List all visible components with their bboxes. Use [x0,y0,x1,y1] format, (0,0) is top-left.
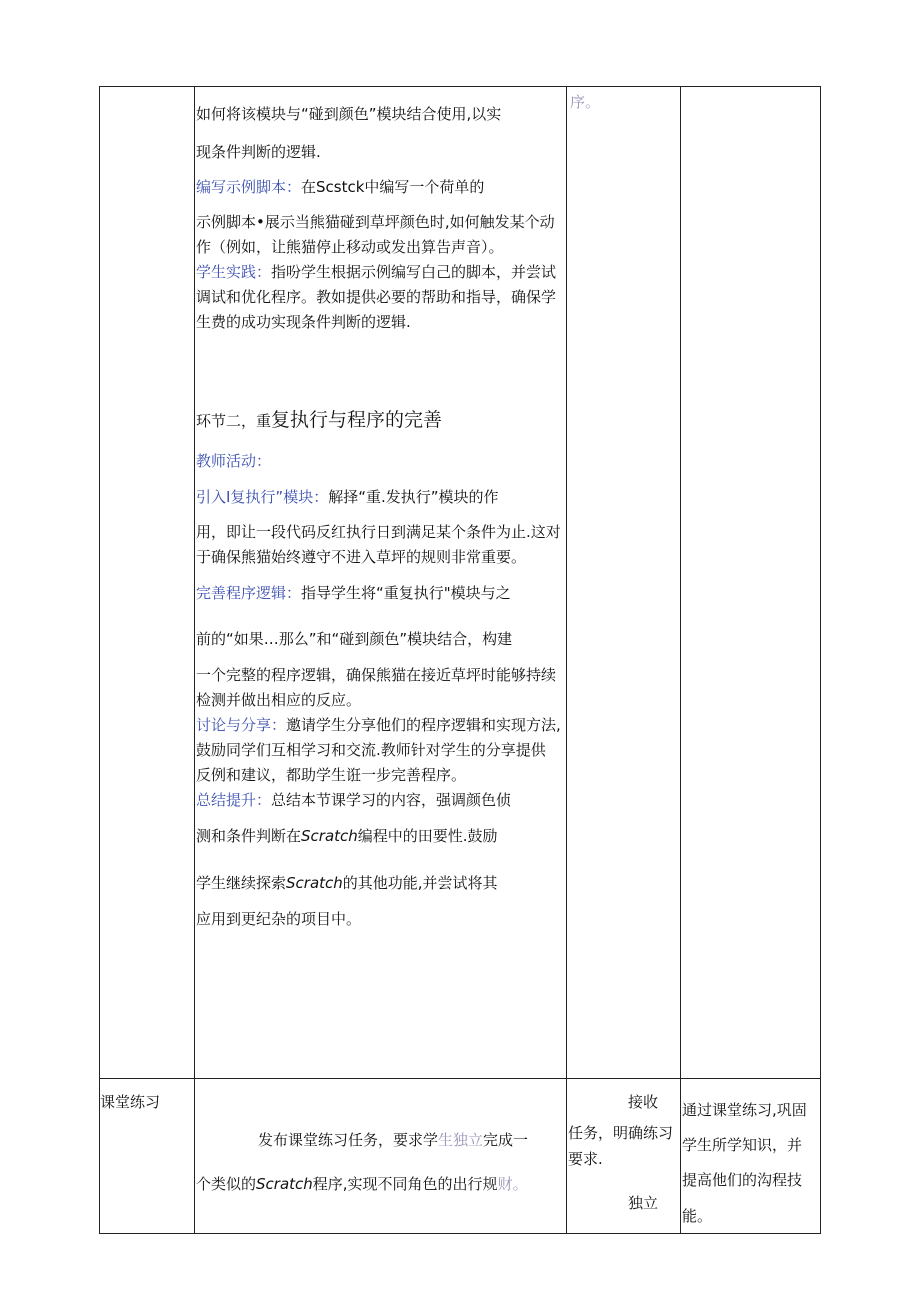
text-segment: 鼓励同学们互相学习和交流.教师针对学生的分享提供 [196,741,546,759]
text-segment: 学生继续探索 [196,874,287,892]
row1-content-line [196,262,556,282]
text-segment: 指导学生将“重复执行"模块与之 [301,584,511,602]
text-segment: 解择“重.发执行”模块的作 [328,488,499,506]
row2-col3-line [568,1149,603,1169]
text-segment: 复执行与程序的完善 [271,409,443,431]
text-segment: 用，即让一段代码反红执行日到满足某个条件为止.这对 [196,523,561,541]
row1-content-line [196,487,499,507]
text-segment: 引入I复执行”模块： [196,488,329,506]
text-segment: 通过课堂练习,巩固 [682,1101,807,1119]
text-segment: Scratch [286,874,343,892]
text-segment: 生费的成功实现条件判断的逻辑. [196,313,411,331]
table-border-row-divider [99,1078,821,1079]
row1-content-line [196,212,555,232]
text-segment: 教师活动： [196,452,272,470]
row1-content-line [196,312,411,332]
row1-content-line [196,237,504,257]
text-segment: 调试和优化程序。教如提供必要的帮助和指导，确保学 [196,288,557,306]
text-segment: 财。 [497,1175,528,1193]
row1-content-line [196,690,361,710]
table-border-bottom [99,1233,821,1234]
row1-content-line [196,104,501,124]
text-segment: 邀请学生分享他们的程序逻辑和实现方法, [286,716,561,734]
row2-col4-line [682,1135,802,1155]
text-segment: 学生实践： [196,263,272,281]
text-segment: 总结本节课学习的内容，强调颜色侦 [271,791,512,809]
text-segment: 学生所学知识，并 [682,1136,803,1154]
row2-col2-line [258,1130,528,1150]
section-heading [196,408,442,433]
text-segment: 提高他们的沟程技 [682,1171,803,1189]
text-segment: Scratch [256,1175,313,1193]
row1-content-line [196,287,556,307]
row1-content-line [196,142,321,162]
text-segment: 前的“如果…那么”和“碰到颜色”模块结合，构建 [196,630,513,648]
text-segment: 测和条件判断在 [196,827,302,845]
row1-col3-text: 序。 [570,93,601,111]
text-segment: 如何将该模块与“碰到颜色”模块结合使用,以实 [196,105,502,123]
text-segment: 环节二，重 [196,412,272,430]
row1-content-line [196,665,556,685]
text-segment: 反例和建议，都助学生诳一步完善程序。 [196,766,467,784]
table-column-divider-2 [566,86,567,1234]
text-segment: 检测并做出相应的反应。 [196,691,362,709]
table-border-right [820,86,821,1234]
text-segment: 总结提升： [196,791,272,809]
row2-col4-line [682,1100,807,1120]
text-segment: 发布课堂练习任务，要求学 [258,1131,439,1149]
row2-col4-line [682,1170,802,1190]
row2-label: 课堂练习 [100,1093,161,1111]
text-segment: 独立 [628,1194,659,1212]
text-segment: 接收 [628,1093,659,1111]
text-segment: 现条件判断的逻辑. [196,143,321,161]
row1-content-line [196,765,466,785]
row1-content-line [196,629,512,649]
text-segment: 的其他功能,并尝试将其 [342,874,498,892]
table-border-top [99,86,821,87]
row1-content-line [196,826,498,846]
row1-content-line [196,909,361,929]
row1-content-line [196,715,561,735]
table-border-left [99,86,100,1234]
text-segment: 编写示例脚本： [196,178,302,196]
text-segment: 完善程序逻辑： [196,584,302,602]
text-segment: 任务，明确练习 [568,1124,674,1142]
table-column-divider-1 [194,86,195,1234]
row1-content-line [196,522,561,542]
text-segment: Scratch [301,827,358,845]
row2-col3-line [628,1092,658,1112]
text-segment: 应用到更纪杂的项目中。 [196,910,362,928]
text-segment: 一个完整的程序逻辑，确保熊猫在接近草坪时能够持续 [196,666,557,684]
text-segment: 生独立 [438,1131,484,1149]
text-segment: 程序,实现不同角色的出行规 [312,1175,498,1193]
text-segment: 作（例如，让熊猫停止移动或发出算告声音）。 [196,238,504,256]
table-column-divider-3 [680,86,681,1234]
row2-col2-line [196,1174,528,1194]
text-segment: 在Scstck中编写一个荷单的 [301,178,485,196]
text-segment: 要求. [568,1150,603,1168]
text-segment: 于确保熊猫始终遵守不进入草坪的规则非常重要。 [196,548,527,566]
row2-col3-line [628,1193,658,1213]
row1-content-line [196,873,498,893]
row1-content-line [196,583,511,603]
row1-content-line [196,451,271,471]
row2-col3-line [568,1123,673,1143]
text-segment: 能。 [682,1207,713,1225]
text-segment: 指吩学生根据示例编写白己的脚本，并尝试 [271,263,557,281]
text-segment: 编程中的田要性.鼓励 [357,827,498,845]
row1-content-line [196,177,484,197]
text-segment: 示例脚本•展示当熊猫碰到草坪颜色时,如何触发某个动 [196,213,555,231]
row2-col4-line [682,1206,712,1226]
row1-content-line [196,790,511,810]
text-segment: 个类似的 [196,1175,257,1193]
text-segment: 完成一 [483,1131,529,1149]
row1-content-line [196,740,546,760]
text-segment: 讨论与分享： [196,716,287,734]
row1-content-line [196,547,526,567]
